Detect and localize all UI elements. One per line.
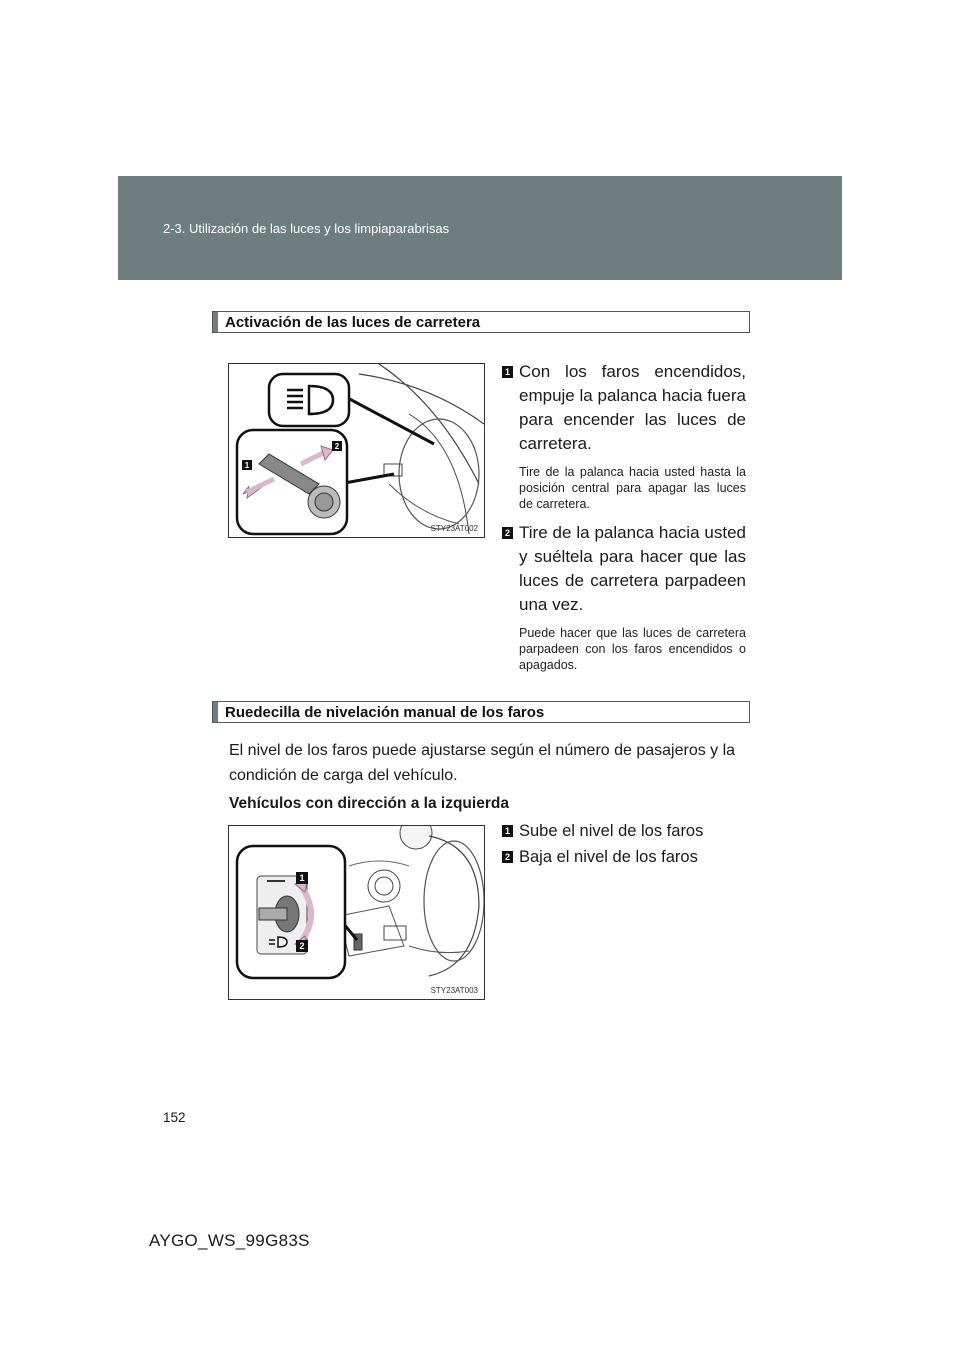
item-text: Sube el nivel de los faros — [519, 822, 704, 840]
high-beam-lever-illustration — [228, 363, 485, 538]
item-marker: 1 — [502, 366, 513, 378]
leveling-dial-drawing — [229, 826, 485, 1000]
list-item — [502, 822, 703, 841]
item-note: Puede hacer que las luces de carretera parpadeen con los faros encendidos o apagados. — [519, 626, 746, 672]
item-text: Tire de la palanca hacia usted y suéltela para hacer que las luces de carretera parpadeen una vez. — [519, 523, 746, 614]
body-paragraph: El nivel de los faros puede ajustarse según el número de pasajeros y la condición de carga del vehículo. — [229, 742, 736, 784]
item-marker: 2 — [502, 527, 513, 539]
chapter-header-band — [118, 176, 842, 280]
svg-text:2: 2 — [299, 941, 305, 951]
list-item — [502, 521, 746, 673]
chapter-section-title: 2-3. Utilización de las luces y los limpiaparabrisas — [163, 221, 450, 236]
list-item — [502, 848, 698, 867]
figure-code: STY23AT003 — [430, 986, 478, 995]
section-title: Ruedecilla de nivelación manual de los faros — [225, 704, 545, 721]
svg-text:1: 1 — [244, 461, 250, 470]
page-number: 152 — [163, 1110, 186, 1125]
item-note: Tire de la palanca hacia usted hasta la posición central para apagar las luces de carretera. — [519, 465, 746, 511]
section-heading-high-beam — [212, 311, 750, 333]
leveling-dial-illustration — [228, 825, 485, 1000]
section-heading-leveling — [212, 701, 750, 723]
document-code: AYGO_WS_99G83S — [149, 1231, 310, 1250]
item-marker: 1 — [502, 825, 513, 837]
svg-text:1: 1 — [299, 873, 305, 883]
list-item — [502, 360, 746, 512]
section-heading-accent — [213, 312, 218, 332]
item-text: Con los faros encendidos, empuje la palanca hacia fuera para encender las luces de carretera. — [519, 362, 746, 453]
item-text: Baja el nivel de los faros — [519, 848, 698, 866]
section-title: Activación de las luces de carretera — [225, 314, 481, 331]
item-marker: 2 — [502, 851, 513, 863]
section-heading-accent — [213, 702, 218, 722]
figure-code: STY23AT002 — [430, 524, 478, 533]
high-beam-lever-drawing — [229, 364, 485, 538]
svg-text:2: 2 — [334, 442, 340, 451]
subheading: Vehículos con dirección a la izquierda — [229, 795, 509, 812]
